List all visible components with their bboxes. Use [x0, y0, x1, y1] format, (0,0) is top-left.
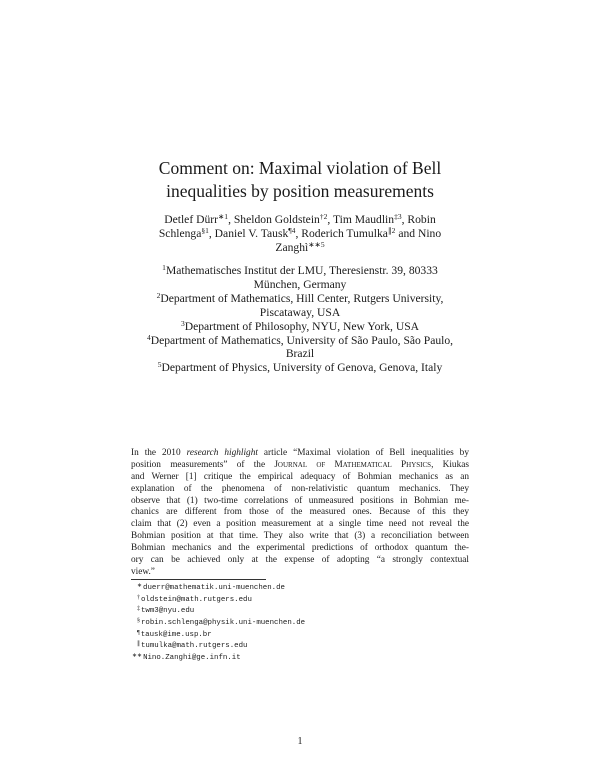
affiliation-list [100, 264, 500, 375]
footnote-email: tumulka@math.rutgers.edu [141, 642, 248, 651]
journal-name: Journal of Mathematical Physics [274, 459, 432, 470]
title-line: Comment on: Maximal violation of Bell [158, 158, 442, 178]
abstract-line: ory can be achieved only at the expense of adopting “a strongly contextual [131, 555, 469, 566]
abstract-text: article “Maximal violation of Bell inequalities by [257, 448, 469, 458]
footnote-email: robin.schlenga@physik.uni-muenchen.de [141, 619, 306, 628]
footnote-email: tausk@ime.usp.br [140, 630, 212, 639]
footnote [132, 652, 305, 664]
abstract-line: chanics are different from those of the measured ones. Because of this they [131, 507, 469, 518]
author-mark: †2 [319, 211, 328, 221]
abstract-line: view.” [131, 566, 155, 577]
footnote-mark: † [137, 594, 140, 601]
affiliation-mark: 4 [146, 332, 151, 342]
abstract-emphasis: research highlight [186, 448, 258, 458]
footnote [137, 605, 305, 617]
author-name: , Tim Maudlin [327, 213, 395, 226]
author-name: Zanghì [275, 241, 309, 254]
affiliation-text: Department of Philosophy, NYU, New York, USA [184, 319, 420, 333]
author-mark: §1 [201, 225, 209, 235]
affiliation-text: München, Germany [253, 277, 347, 291]
abstract-line: observe that (1) two-time correlations of unmeasured positions in Bohmian me- [131, 495, 469, 506]
footnote-mark: ‡ [137, 606, 140, 613]
affiliation-text: Department of Mathematics, University of São Paulo, São Paulo, [150, 333, 454, 347]
footnote-mark: ∥ [137, 641, 140, 648]
author-line [150, 227, 450, 241]
affiliation-text: Piscataway, USA [259, 305, 341, 319]
footnote-email: twm3@nyu.edu [141, 607, 195, 616]
affiliation-line [100, 306, 500, 320]
abstract-paragraph [131, 448, 469, 579]
affiliation-line [100, 320, 500, 334]
footnote [137, 629, 305, 641]
affiliation-line [100, 361, 500, 375]
abstract-line: Bohmian mechanics and the experimental predictions of orthodox quantum the- [131, 543, 469, 554]
footnote-mark: ∗ [137, 583, 143, 589]
footnote-email: oldstein@math.rutgers.edu [141, 595, 252, 604]
affiliation-mark: 3 [180, 318, 185, 328]
abstract-line [131, 448, 469, 460]
author-name: , Daniel V. Tausk [208, 227, 289, 240]
footnote [137, 617, 305, 629]
author-mark: ¶4 [288, 225, 296, 235]
footnote-list [132, 582, 306, 664]
footnote-mark: ∗∗ [132, 653, 143, 660]
author-mark: ∥2 [387, 225, 396, 235]
footnote-email: Nino.Zanghi@ge.infn.it [143, 654, 241, 663]
author-line [150, 241, 450, 255]
abstract-text: In the 2010 [131, 448, 187, 458]
abstract-line: claim that (2) even a position measurement at a single time need not reveal the [131, 519, 469, 530]
footnote-rule [131, 579, 266, 580]
affiliation-text: Brazil [285, 347, 315, 361]
author-mark: ‡3 [394, 211, 402, 221]
title-line: inequalities by position measurements [166, 181, 434, 201]
footnote-mark: ¶ [137, 629, 140, 636]
affiliation-line [100, 264, 500, 278]
author-name: , Robin [401, 213, 436, 226]
author-mark: ∗1 [217, 211, 229, 221]
affiliation-text: Department of Physics, University of Genova, Genova, Italy [161, 361, 443, 375]
affiliation-line [100, 334, 500, 348]
footnote [137, 640, 305, 652]
affiliation-mark: 1 [162, 262, 166, 272]
author-line [150, 213, 450, 227]
abstract-text: position measurements” of the [131, 459, 275, 470]
abstract-line [131, 460, 469, 472]
abstract-line: Bohmian position at that time. They also write that (3) a reconciliation between [131, 531, 469, 542]
abstract-line: explanation of the phenomena of non-relativistic quantum mechanics. They [131, 483, 469, 494]
abstract-text: , Kiukas [431, 459, 469, 470]
author-name: , Sheldon Goldstein [228, 213, 320, 226]
affiliation-line [100, 292, 500, 306]
author-name: and Nino [395, 227, 442, 240]
author-name: Detlef Dürr [164, 213, 218, 226]
author-name: , Roderich Tumulka [295, 227, 388, 240]
author-name: Schlenga [158, 227, 202, 240]
affiliation-text: Mathematisches Institut der LMU, Theresienstr. 39, 80333 [165, 264, 438, 277]
footnote [137, 594, 305, 606]
footnote-mark: § [137, 618, 140, 625]
affiliation-mark: 5 [157, 360, 162, 370]
abstract-line: and Werner [1] critique the empirical adequacy of Bohmian mechanics as an [131, 471, 469, 482]
author-list [150, 213, 450, 255]
affiliation-mark: 2 [156, 290, 161, 300]
page-number: 1 [297, 736, 303, 747]
author-mark: ∗∗5 [308, 239, 325, 249]
footnote [137, 582, 305, 594]
affiliation-text: Department of Mathematics, Hill Center, Rutgers University, [160, 291, 444, 305]
footnote-email: duerr@mathematik.uni-muenchen.de [143, 584, 285, 593]
paper-title [0, 157, 600, 203]
